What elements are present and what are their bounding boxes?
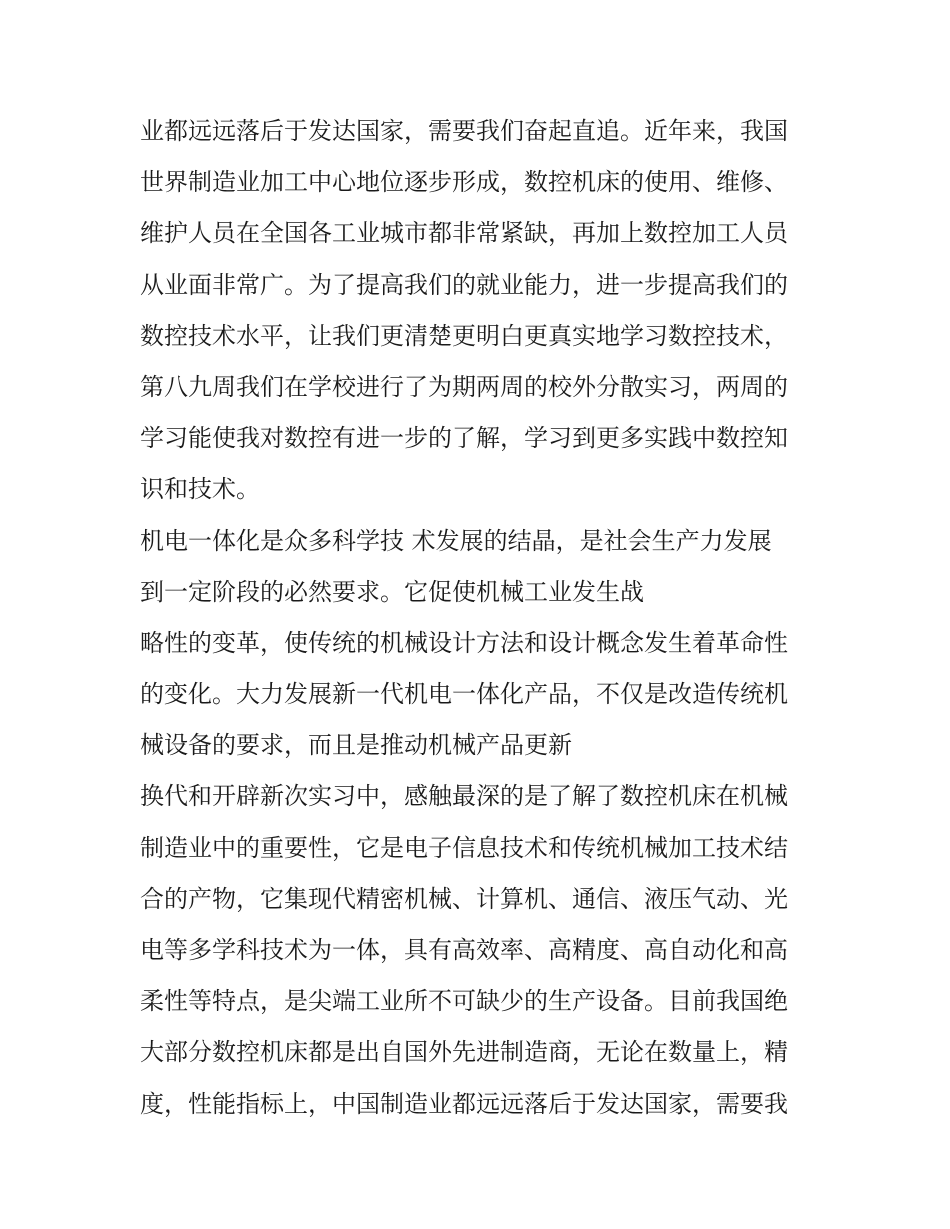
text-line: 数控技术水平，让我们更清楚更明白更真实地学习数控技术， bbox=[140, 321, 788, 350]
text-line: 制造业中的重要性，它是电子信息技术和传统机械加工技术结 bbox=[140, 833, 788, 862]
text-line: 世界制造业加工中心地位逐步形成，数控机床的使用、维修、 bbox=[140, 168, 788, 197]
text-line: 业都远远落后于发达国家，需要我们奋起直追。近年来，我国 bbox=[140, 117, 788, 145]
text-line: 从业面非常广。为了提高我们的就业能力，进一步提高我们的 bbox=[140, 270, 788, 299]
text-line: 度，性能指标上，中国制造业都远远落后于发达国家，需要我 bbox=[140, 1089, 788, 1118]
text-line: 电等多学科技术为一体，具有高效率、高精度、高自动化和高 bbox=[140, 936, 788, 964]
text-line: 的变化。大力发展新一代机电一体化产品，不仅是改造传统机 bbox=[140, 680, 788, 709]
text-line: 机电一体化是众多科学技 术发展的结晶，是社会生产力发展 bbox=[140, 526, 772, 555]
text-line: 换代和开辟新次实习中，感触最深的是了解了数控机床在机械 bbox=[140, 782, 788, 811]
text-line: 略性的变革，使传统的机械设计方法和设计概念发生着革命性 bbox=[140, 628, 788, 657]
text-line: 合的产物，它集现代精密机械、计算机、通信、液压气动、光 bbox=[140, 884, 788, 913]
text-line: 第八九周我们在学校进行了为期两周的校外分散实习，两周的 bbox=[140, 372, 788, 401]
body-text bbox=[140, 106, 820, 1130]
text-line: 械设备的要求，而且是推动机械产品更新 bbox=[140, 731, 572, 760]
text-line: 柔性等特点，是尖端工业所不可缺少的生产设备。目前我国绝 bbox=[140, 987, 788, 1016]
text-line: 识和技术。 bbox=[140, 475, 260, 504]
text-line: 到一定阶段的必然要求。它促使机械工业发生战 bbox=[140, 577, 644, 606]
text-line: 维护人员在全国各工业城市都非常紧缺，再加上数控加工人员 bbox=[140, 219, 788, 248]
text-line: 学习能使我对数控有进一步的了解，学习到更多实践中数控知 bbox=[140, 424, 788, 453]
text-line: 大部分数控机床都是出自国外先进制造商，无论在数量上，精 bbox=[140, 1038, 788, 1067]
